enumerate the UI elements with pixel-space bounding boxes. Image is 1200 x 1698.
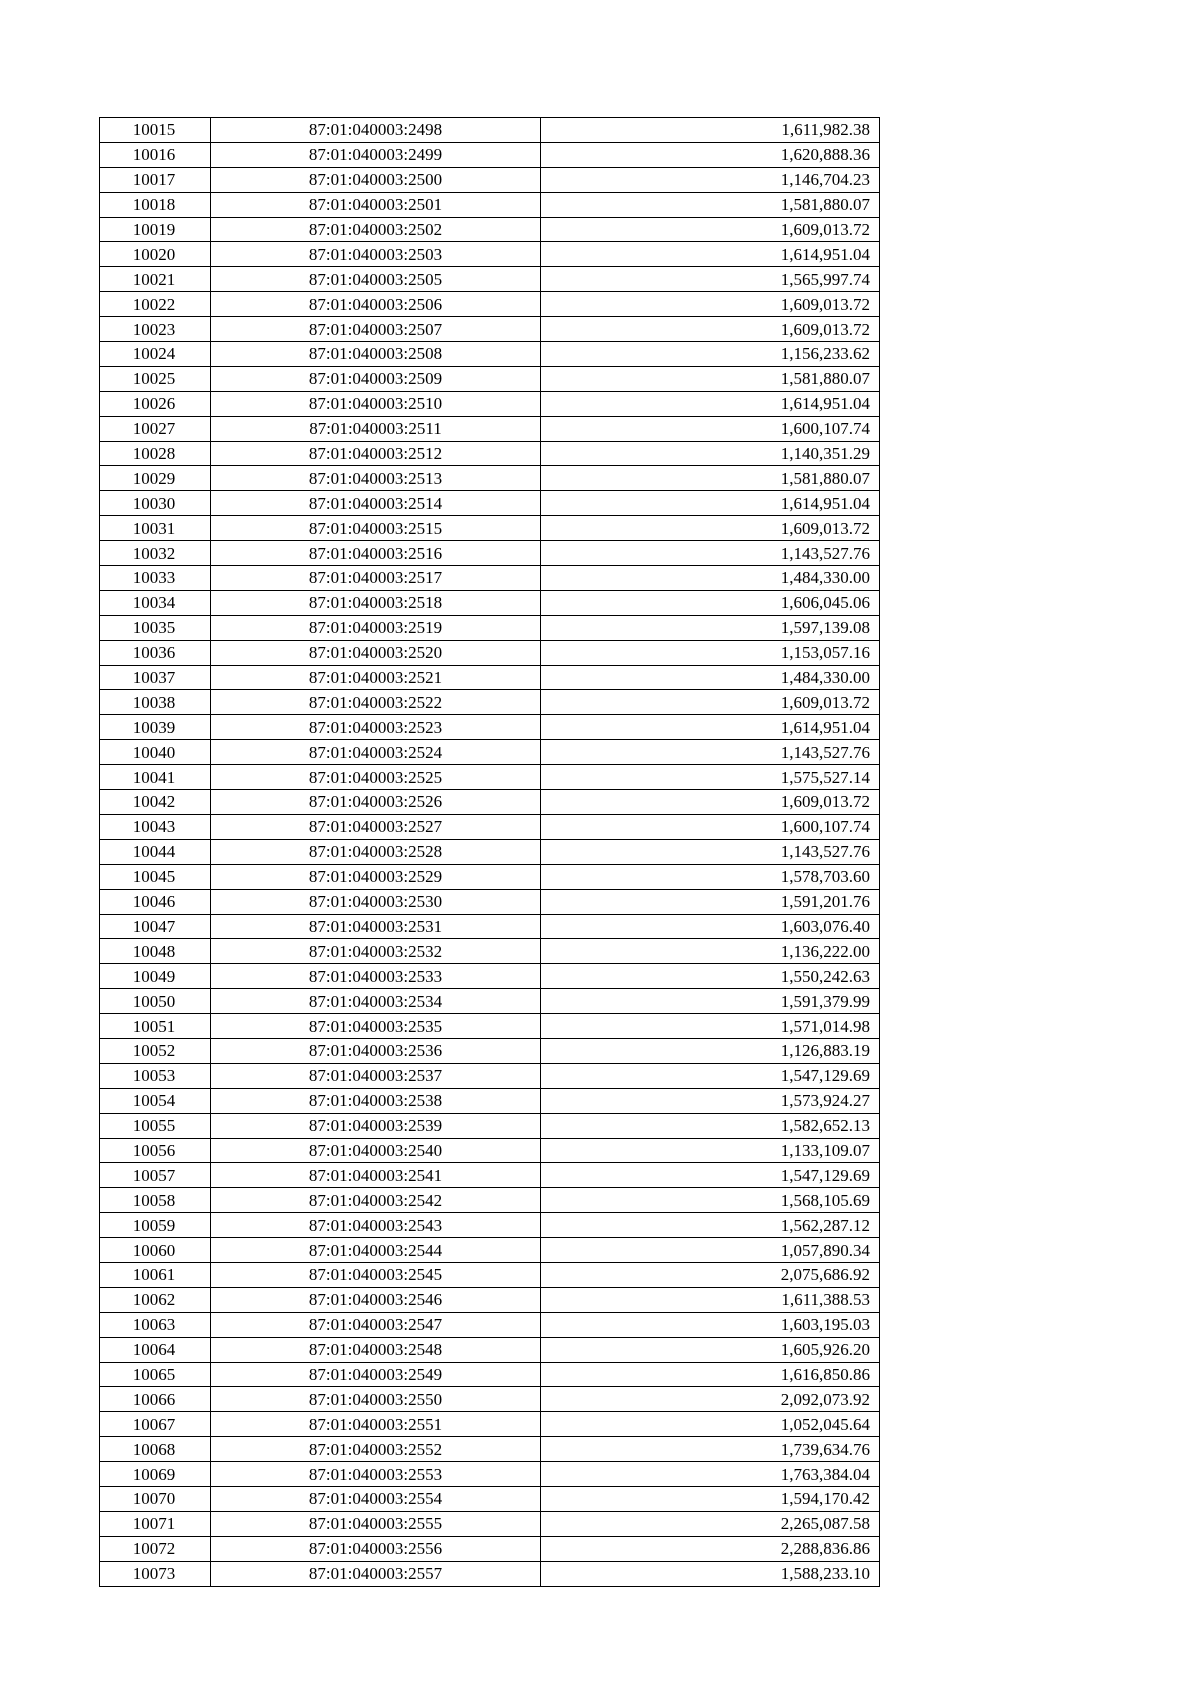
value-cell: 2,265,087.58	[541, 1511, 880, 1536]
data-table	[99, 117, 880, 1587]
table-row	[100, 1561, 880, 1586]
cadastral-number-cell: 87:01:040003:2544	[211, 1238, 541, 1263]
value-cell: 1,571,014.98	[541, 1014, 880, 1039]
table-row	[100, 964, 880, 989]
value-cell: 1,591,379.99	[541, 989, 880, 1014]
row-number-cell: 10060	[100, 1238, 211, 1263]
table-row	[100, 914, 880, 939]
table-row	[100, 1462, 880, 1487]
table-row	[100, 615, 880, 640]
table-row	[100, 1486, 880, 1511]
table-row	[100, 740, 880, 765]
value-cell: 1,588,233.10	[541, 1561, 880, 1586]
value-cell: 1,616,850.86	[541, 1362, 880, 1387]
cadastral-number-cell: 87:01:040003:2530	[211, 889, 541, 914]
cadastral-number-cell: 87:01:040003:2503	[211, 242, 541, 267]
value-cell: 1,578,703.60	[541, 864, 880, 889]
row-number-cell: 10034	[100, 590, 211, 615]
value-cell: 2,288,836.86	[541, 1536, 880, 1561]
cadastral-number-cell: 87:01:040003:2510	[211, 391, 541, 416]
table-row	[100, 640, 880, 665]
value-cell: 1,140,351.29	[541, 441, 880, 466]
value-cell: 1,146,704.23	[541, 167, 880, 192]
table-row	[100, 889, 880, 914]
table-row	[100, 541, 880, 566]
value-cell: 1,153,057.16	[541, 640, 880, 665]
cadastral-number-cell: 87:01:040003:2549	[211, 1362, 541, 1387]
cadastral-number-cell: 87:01:040003:2537	[211, 1063, 541, 1088]
row-number-cell: 10047	[100, 914, 211, 939]
cadastral-number-cell: 87:01:040003:2524	[211, 740, 541, 765]
value-cell: 1,594,170.42	[541, 1486, 880, 1511]
table-row	[100, 1163, 880, 1188]
value-cell: 1,591,201.76	[541, 889, 880, 914]
row-number-cell: 10045	[100, 864, 211, 889]
value-cell: 1,547,129.69	[541, 1063, 880, 1088]
table-row	[100, 1536, 880, 1561]
table-row	[100, 790, 880, 815]
cadastral-number-cell: 87:01:040003:2535	[211, 1014, 541, 1039]
value-cell: 1,605,926.20	[541, 1337, 880, 1362]
value-cell: 1,126,883.19	[541, 1038, 880, 1063]
row-number-cell: 10057	[100, 1163, 211, 1188]
value-cell: 1,582,652.13	[541, 1113, 880, 1138]
table-row	[100, 1362, 880, 1387]
row-number-cell: 10050	[100, 989, 211, 1014]
table-row	[100, 864, 880, 889]
table-row	[100, 839, 880, 864]
cadastral-number-cell: 87:01:040003:2520	[211, 640, 541, 665]
row-number-cell: 10053	[100, 1063, 211, 1088]
table-row	[100, 665, 880, 690]
cadastral-number-cell: 87:01:040003:2534	[211, 989, 541, 1014]
row-number-cell: 10051	[100, 1014, 211, 1039]
value-cell: 1,581,880.07	[541, 366, 880, 391]
row-number-cell: 10054	[100, 1088, 211, 1113]
value-cell: 1,484,330.00	[541, 566, 880, 591]
row-number-cell: 10033	[100, 566, 211, 591]
value-cell: 1,597,139.08	[541, 615, 880, 640]
table-row	[100, 1138, 880, 1163]
table-row	[100, 1088, 880, 1113]
cadastral-number-cell: 87:01:040003:2529	[211, 864, 541, 889]
table-row	[100, 491, 880, 516]
table-row	[100, 1063, 880, 1088]
value-cell: 1,763,384.04	[541, 1462, 880, 1487]
row-number-cell: 10059	[100, 1213, 211, 1238]
cadastral-number-cell: 87:01:040003:2543	[211, 1213, 541, 1238]
row-number-cell: 10071	[100, 1511, 211, 1536]
cadastral-number-cell: 87:01:040003:2550	[211, 1387, 541, 1412]
table-row	[100, 989, 880, 1014]
row-number-cell: 10065	[100, 1362, 211, 1387]
row-number-cell: 10069	[100, 1462, 211, 1487]
table-row	[100, 391, 880, 416]
row-number-cell: 10024	[100, 342, 211, 367]
value-cell: 1,484,330.00	[541, 665, 880, 690]
value-cell: 1,614,951.04	[541, 242, 880, 267]
value-cell: 1,620,888.36	[541, 142, 880, 167]
value-cell: 1,600,107.74	[541, 416, 880, 441]
row-number-cell: 10020	[100, 242, 211, 267]
table-row	[100, 1337, 880, 1362]
value-cell: 1,614,951.04	[541, 715, 880, 740]
cadastral-number-cell: 87:01:040003:2531	[211, 914, 541, 939]
cadastral-number-cell: 87:01:040003:2508	[211, 342, 541, 367]
table-row	[100, 1262, 880, 1287]
cadastral-number-cell: 87:01:040003:2507	[211, 317, 541, 342]
table-row	[100, 1014, 880, 1039]
table-row	[100, 765, 880, 790]
value-cell: 1,603,076.40	[541, 914, 880, 939]
value-cell: 1,609,013.72	[541, 292, 880, 317]
row-number-cell: 10019	[100, 217, 211, 242]
row-number-cell: 10048	[100, 939, 211, 964]
row-number-cell: 10042	[100, 790, 211, 815]
cadastral-number-cell: 87:01:040003:2547	[211, 1312, 541, 1337]
cadastral-number-cell: 87:01:040003:2536	[211, 1038, 541, 1063]
cadastral-number-cell: 87:01:040003:2540	[211, 1138, 541, 1163]
table-row	[100, 167, 880, 192]
row-number-cell: 10056	[100, 1138, 211, 1163]
cadastral-number-cell: 87:01:040003:2499	[211, 142, 541, 167]
row-number-cell: 10018	[100, 192, 211, 217]
value-cell: 1,052,045.64	[541, 1412, 880, 1437]
row-number-cell: 10044	[100, 839, 211, 864]
row-number-cell: 10043	[100, 814, 211, 839]
row-number-cell: 10035	[100, 615, 211, 640]
row-number-cell: 10037	[100, 665, 211, 690]
cadastral-number-cell: 87:01:040003:2519	[211, 615, 541, 640]
cadastral-number-cell: 87:01:040003:2539	[211, 1113, 541, 1138]
value-cell: 2,075,686.92	[541, 1262, 880, 1287]
table-row	[100, 1038, 880, 1063]
row-number-cell: 10039	[100, 715, 211, 740]
table-row	[100, 690, 880, 715]
row-number-cell: 10027	[100, 416, 211, 441]
value-cell: 1,611,982.38	[541, 118, 880, 143]
value-cell: 1,614,951.04	[541, 491, 880, 516]
row-number-cell: 10070	[100, 1486, 211, 1511]
value-cell: 1,143,527.76	[541, 839, 880, 864]
value-cell: 1,568,105.69	[541, 1188, 880, 1213]
cadastral-number-cell: 87:01:040003:2521	[211, 665, 541, 690]
cadastral-number-cell: 87:01:040003:2527	[211, 814, 541, 839]
value-cell: 1,581,880.07	[541, 466, 880, 491]
row-number-cell: 10061	[100, 1262, 211, 1287]
table-row	[100, 1287, 880, 1312]
cadastral-number-cell: 87:01:040003:2502	[211, 217, 541, 242]
table-row	[100, 142, 880, 167]
cadastral-number-cell: 87:01:040003:2523	[211, 715, 541, 740]
value-cell: 1,606,045.06	[541, 590, 880, 615]
table-row	[100, 192, 880, 217]
cadastral-number-cell: 87:01:040003:2514	[211, 491, 541, 516]
cadastral-number-cell: 87:01:040003:2545	[211, 1262, 541, 1287]
value-cell: 1,143,527.76	[541, 740, 880, 765]
table-row	[100, 1437, 880, 1462]
cadastral-number-cell: 87:01:040003:2512	[211, 441, 541, 466]
row-number-cell: 10052	[100, 1038, 211, 1063]
row-number-cell: 10064	[100, 1337, 211, 1362]
value-cell: 1,573,924.27	[541, 1088, 880, 1113]
cadastral-number-cell: 87:01:040003:2509	[211, 366, 541, 391]
cadastral-number-cell: 87:01:040003:2542	[211, 1188, 541, 1213]
table-row	[100, 217, 880, 242]
value-cell: 1,603,195.03	[541, 1312, 880, 1337]
table-row	[100, 1312, 880, 1337]
cadastral-number-cell: 87:01:040003:2554	[211, 1486, 541, 1511]
value-cell: 2,092,073.92	[541, 1387, 880, 1412]
row-number-cell: 10030	[100, 491, 211, 516]
row-number-cell: 10055	[100, 1113, 211, 1138]
value-cell: 1,136,222.00	[541, 939, 880, 964]
cadastral-number-cell: 87:01:040003:2533	[211, 964, 541, 989]
cadastral-number-cell: 87:01:040003:2551	[211, 1412, 541, 1437]
row-number-cell: 10016	[100, 142, 211, 167]
row-number-cell: 10026	[100, 391, 211, 416]
table-row	[100, 1213, 880, 1238]
cadastral-number-cell: 87:01:040003:2500	[211, 167, 541, 192]
table-row	[100, 416, 880, 441]
cadastral-number-cell: 87:01:040003:2501	[211, 192, 541, 217]
value-cell: 1,614,951.04	[541, 391, 880, 416]
value-cell: 1,609,013.72	[541, 790, 880, 815]
cadastral-number-cell: 87:01:040003:2541	[211, 1163, 541, 1188]
table-row	[100, 1238, 880, 1263]
cadastral-number-cell: 87:01:040003:2511	[211, 416, 541, 441]
table-row	[100, 939, 880, 964]
table-row	[100, 466, 880, 491]
cadastral-number-cell: 87:01:040003:2557	[211, 1561, 541, 1586]
row-number-cell: 10023	[100, 317, 211, 342]
row-number-cell: 10072	[100, 1536, 211, 1561]
cadastral-number-cell: 87:01:040003:2498	[211, 118, 541, 143]
cadastral-number-cell: 87:01:040003:2553	[211, 1462, 541, 1487]
value-cell: 1,562,287.12	[541, 1213, 880, 1238]
row-number-cell: 10021	[100, 267, 211, 292]
value-cell: 1,550,242.63	[541, 964, 880, 989]
value-cell: 1,156,233.62	[541, 342, 880, 367]
row-number-cell: 10017	[100, 167, 211, 192]
cadastral-number-cell: 87:01:040003:2516	[211, 541, 541, 566]
table-row	[100, 366, 880, 391]
cadastral-number-cell: 87:01:040003:2506	[211, 292, 541, 317]
table-row	[100, 590, 880, 615]
cadastral-number-cell: 87:01:040003:2546	[211, 1287, 541, 1312]
cadastral-number-cell: 87:01:040003:2548	[211, 1337, 541, 1362]
cadastral-number-cell: 87:01:040003:2528	[211, 839, 541, 864]
row-number-cell: 10022	[100, 292, 211, 317]
row-number-cell: 10032	[100, 541, 211, 566]
value-cell: 1,133,109.07	[541, 1138, 880, 1163]
table-row	[100, 566, 880, 591]
value-cell: 1,609,013.72	[541, 690, 880, 715]
cadastral-number-cell: 87:01:040003:2532	[211, 939, 541, 964]
row-number-cell: 10066	[100, 1387, 211, 1412]
table-row	[100, 118, 880, 143]
row-number-cell: 10063	[100, 1312, 211, 1337]
value-cell: 1,057,890.34	[541, 1238, 880, 1263]
row-number-cell: 10058	[100, 1188, 211, 1213]
cadastral-number-cell: 87:01:040003:2525	[211, 765, 541, 790]
value-cell: 1,600,107.74	[541, 814, 880, 839]
table-row	[100, 342, 880, 367]
row-number-cell: 10067	[100, 1412, 211, 1437]
value-cell: 1,609,013.72	[541, 217, 880, 242]
row-number-cell: 10068	[100, 1437, 211, 1462]
value-cell: 1,565,997.74	[541, 267, 880, 292]
table-row	[100, 441, 880, 466]
row-number-cell: 10015	[100, 118, 211, 143]
table-row	[100, 242, 880, 267]
value-cell: 1,739,634.76	[541, 1437, 880, 1462]
table-row	[100, 516, 880, 541]
cadastral-number-cell: 87:01:040003:2552	[211, 1437, 541, 1462]
value-cell: 1,547,129.69	[541, 1163, 880, 1188]
value-cell: 1,609,013.72	[541, 317, 880, 342]
row-number-cell: 10046	[100, 889, 211, 914]
cadastral-number-cell: 87:01:040003:2518	[211, 590, 541, 615]
cadastral-number-cell: 87:01:040003:2515	[211, 516, 541, 541]
row-number-cell: 10028	[100, 441, 211, 466]
row-number-cell: 10049	[100, 964, 211, 989]
row-number-cell: 10041	[100, 765, 211, 790]
row-number-cell: 10029	[100, 466, 211, 491]
table-body	[100, 118, 880, 1587]
cadastral-number-cell: 87:01:040003:2555	[211, 1511, 541, 1536]
table-row	[100, 1188, 880, 1213]
table-row	[100, 1412, 880, 1437]
table-row	[100, 715, 880, 740]
value-cell: 1,143,527.76	[541, 541, 880, 566]
cadastral-number-cell: 87:01:040003:2517	[211, 566, 541, 591]
cadastral-number-cell: 87:01:040003:2556	[211, 1536, 541, 1561]
table-row	[100, 1511, 880, 1536]
table-row	[100, 1387, 880, 1412]
cadastral-number-cell: 87:01:040003:2526	[211, 790, 541, 815]
row-number-cell: 10073	[100, 1561, 211, 1586]
value-cell: 1,609,013.72	[541, 516, 880, 541]
cadastral-number-cell: 87:01:040003:2538	[211, 1088, 541, 1113]
row-number-cell: 10062	[100, 1287, 211, 1312]
table-row	[100, 317, 880, 342]
value-cell: 1,575,527.14	[541, 765, 880, 790]
row-number-cell: 10031	[100, 516, 211, 541]
cadastral-number-cell: 87:01:040003:2513	[211, 466, 541, 491]
table-row	[100, 292, 880, 317]
table-row	[100, 814, 880, 839]
table-row	[100, 1113, 880, 1138]
table-row	[100, 267, 880, 292]
cadastral-number-cell: 87:01:040003:2522	[211, 690, 541, 715]
row-number-cell: 10038	[100, 690, 211, 715]
row-number-cell: 10036	[100, 640, 211, 665]
value-cell: 1,611,388.53	[541, 1287, 880, 1312]
cadastral-number-cell: 87:01:040003:2505	[211, 267, 541, 292]
row-number-cell: 10025	[100, 366, 211, 391]
value-cell: 1,581,880.07	[541, 192, 880, 217]
row-number-cell: 10040	[100, 740, 211, 765]
